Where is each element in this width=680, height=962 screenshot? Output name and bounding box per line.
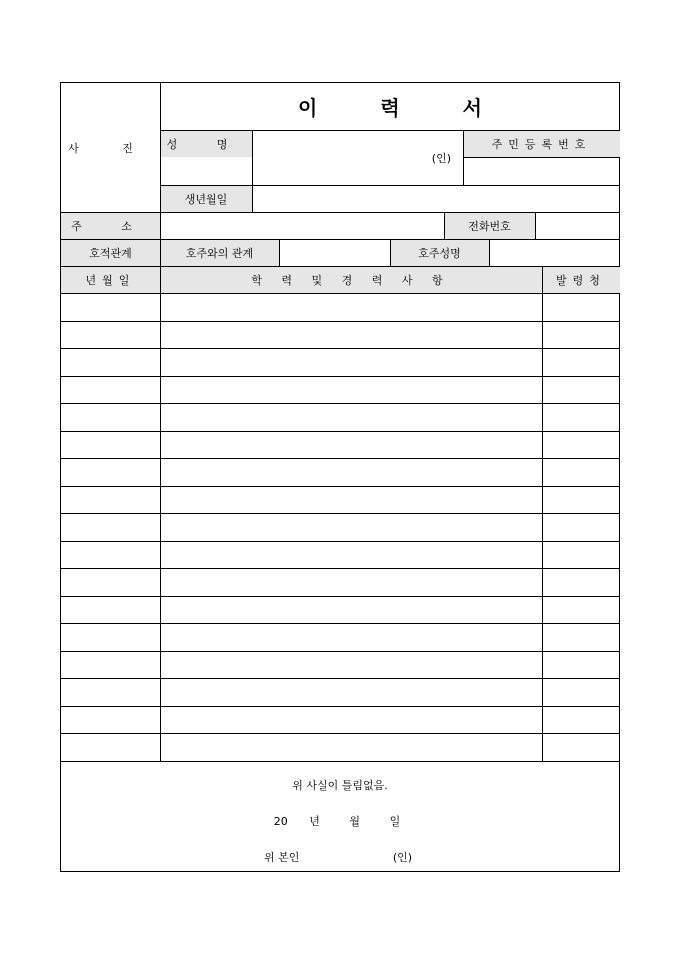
- history-date-cell[interactable]: [61, 293, 160, 321]
- relation-to-head-label: [160, 239, 279, 266]
- rule: [61, 212, 620, 213]
- rule: [61, 761, 620, 762]
- history-issuer-cell[interactable]: [542, 376, 620, 404]
- address-label-text: 주 소: [71, 219, 150, 233]
- address-field[interactable]: [160, 212, 444, 239]
- history-issuer-cell[interactable]: [542, 403, 620, 431]
- relation-to-head-label-text: 호주와의 관계: [185, 246, 254, 260]
- signer-label: 위 본인: [263, 851, 300, 864]
- name-label: [160, 130, 252, 157]
- history-detail-cell[interactable]: [160, 348, 542, 376]
- rule: [542, 266, 543, 293]
- day-unit: 일: [389, 815, 401, 828]
- title-char-2: 력: [380, 96, 400, 120]
- history-date-cell[interactable]: [61, 596, 160, 624]
- rule: [535, 212, 536, 239]
- history-date-cell[interactable]: [61, 568, 160, 596]
- rule: [160, 185, 620, 186]
- history-date-cell[interactable]: [61, 541, 160, 569]
- history-issuer-cell[interactable]: [542, 706, 620, 734]
- history-detail-cell[interactable]: [160, 486, 542, 514]
- history-date-cell[interactable]: [61, 678, 160, 706]
- head-name-label-text: 호주성명: [418, 246, 461, 260]
- name-seal-mark: (인): [431, 151, 451, 165]
- history-issuer-cell[interactable]: [542, 431, 620, 459]
- title-char-3: 서: [462, 96, 482, 120]
- history-detail-cell[interactable]: [160, 513, 542, 541]
- history-issuer-cell[interactable]: [542, 458, 620, 486]
- col-date-header-text: 년월일: [85, 273, 136, 287]
- history-date-cell[interactable]: [61, 651, 160, 679]
- history-issuer-cell[interactable]: [542, 348, 620, 376]
- history-issuer-cell[interactable]: [542, 541, 620, 569]
- history-date-cell[interactable]: [61, 458, 160, 486]
- history-detail-cell[interactable]: [160, 458, 542, 486]
- history-detail-cell[interactable]: [160, 541, 542, 569]
- history-issuer-cell[interactable]: [542, 486, 620, 514]
- rule: [160, 83, 161, 212]
- photo-label: 사 진: [68, 141, 153, 155]
- rule: [160, 293, 161, 761]
- history-detail-cell[interactable]: [160, 706, 542, 734]
- name-label-text: 성 명: [166, 137, 246, 151]
- rule: [489, 239, 490, 266]
- history-detail-cell[interactable]: [160, 568, 542, 596]
- statement-text: 위 사실이 틀림없음.: [292, 779, 388, 792]
- resident-number-label-text: 주민등록번호: [491, 137, 592, 151]
- rule: [160, 212, 161, 266]
- history-detail-cell[interactable]: [160, 431, 542, 459]
- history-issuer-cell[interactable]: [542, 651, 620, 679]
- history-date-cell[interactable]: [61, 348, 160, 376]
- birth-date-label: [160, 185, 252, 212]
- resident-number-field[interactable]: [463, 157, 620, 185]
- head-name-field[interactable]: [489, 239, 620, 266]
- history-detail-cell[interactable]: [160, 293, 542, 321]
- family-register-label: [61, 239, 160, 266]
- phone-label: [444, 212, 535, 239]
- resume-form: [60, 82, 620, 872]
- history-detail-cell[interactable]: [160, 596, 542, 624]
- history-issuer-cell[interactable]: [542, 623, 620, 651]
- history-date-cell[interactable]: [61, 321, 160, 349]
- year-unit: 년: [309, 815, 320, 828]
- signer-line: [61, 849, 619, 865]
- name-value-field[interactable]: [252, 130, 463, 185]
- col-history-header-text: 학 력 및 경 력 사 항: [251, 273, 451, 287]
- rule: [444, 212, 445, 239]
- address-label: [61, 212, 160, 239]
- history-detail-cell[interactable]: [160, 733, 542, 761]
- rule: [160, 266, 161, 293]
- rule: [390, 239, 391, 266]
- rule: [61, 266, 620, 267]
- history-detail-cell[interactable]: [160, 321, 542, 349]
- history-issuer-cell[interactable]: [542, 513, 620, 541]
- col-issuer-header: [542, 266, 620, 293]
- history-detail-cell[interactable]: [160, 403, 542, 431]
- history-date-cell[interactable]: [61, 403, 160, 431]
- history-issuer-cell[interactable]: [542, 678, 620, 706]
- history-detail-cell[interactable]: [160, 623, 542, 651]
- history-date-cell[interactable]: [61, 376, 160, 404]
- history-date-cell[interactable]: [61, 623, 160, 651]
- family-register-label-text: 호적관계: [89, 246, 132, 260]
- history-detail-cell[interactable]: [160, 678, 542, 706]
- history-detail-cell[interactable]: [160, 376, 542, 404]
- rule: [252, 130, 253, 212]
- history-issuer-cell[interactable]: [542, 568, 620, 596]
- birth-date-label-text: 생년월일: [184, 192, 228, 206]
- photo-area: [61, 83, 160, 212]
- history-date-cell[interactable]: [61, 513, 160, 541]
- head-name-label: [390, 239, 489, 266]
- title-char-1: 이: [298, 96, 318, 120]
- phone-field[interactable]: [535, 212, 620, 239]
- history-date-cell[interactable]: [61, 733, 160, 761]
- resident-number-label: [463, 130, 620, 157]
- rule: [160, 130, 620, 131]
- year-prefix: 20: [273, 815, 288, 828]
- rule: [542, 293, 543, 761]
- history-issuer-cell[interactable]: [542, 293, 620, 321]
- date-line: [61, 813, 619, 829]
- history-date-cell[interactable]: [61, 431, 160, 459]
- month-unit: 월: [349, 815, 361, 828]
- history-date-cell[interactable]: [61, 706, 160, 734]
- col-history-header: [160, 266, 542, 293]
- col-issuer-header-text: 발령청: [556, 273, 606, 287]
- birth-date-field[interactable]: [252, 185, 620, 212]
- rule: [279, 239, 280, 266]
- rule: [463, 130, 464, 185]
- phone-label-text: 전화번호: [468, 219, 511, 233]
- history-issuer-cell[interactable]: [542, 596, 620, 624]
- history-detail-cell[interactable]: [160, 651, 542, 679]
- history-date-cell[interactable]: [61, 486, 160, 514]
- rule: [463, 157, 620, 158]
- history-issuer-cell[interactable]: [542, 733, 620, 761]
- form-title: [160, 83, 620, 130]
- signer-seal: (인): [392, 851, 413, 864]
- relation-to-head-field[interactable]: [279, 239, 390, 266]
- rule: [61, 239, 620, 240]
- col-date-header: [61, 266, 160, 293]
- history-issuer-cell[interactable]: [542, 321, 620, 349]
